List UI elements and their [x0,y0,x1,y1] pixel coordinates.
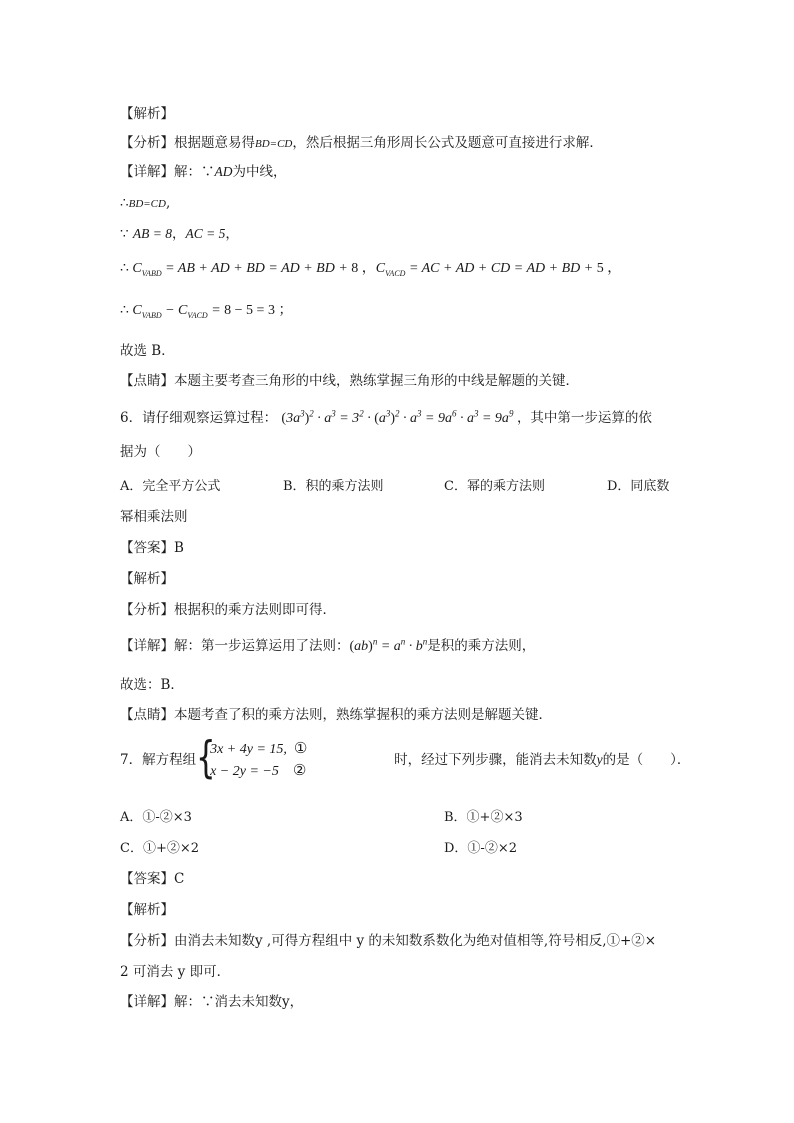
q7-detail: 【详解】解：∵消去未知数y， [120,994,304,1010]
q5-step2: ∵ AB = 8，AC = 5， [120,226,239,242]
q6-option-a: A．完全平方公式 [120,479,221,494]
q6-answer: 【答案】B [120,540,184,556]
q6-option-wrap: 幂相乘法则 [120,509,188,525]
q5-step4: ∴ $C_{VABD} - C_{VACD} = 8 - 5 = 3$ ； [120,303,293,320]
q7-analysis-line2: 2 可消去 y 即可． [120,964,231,980]
q6-option-b: B．积的乘方法则 [283,479,384,494]
q7-stem: 7．解方程组 { 3x + 4y = 15, ① x − 2y = −5 ② 时，经过下列步骤，能消去未知数y的是（ ）． [120,732,691,783]
q5-step3: ∴ $C_{VABD}$ = AB + AD + BD = AD + BD + 8 ，$C_{VACD}$ = AC + AD + CD = AD + BD + 5 ， [120,261,622,278]
q6-analysis: 【分析】根据积的乘方法则即可得． [120,602,336,618]
q5-step1: ∴BD=CD, [120,195,171,211]
q7-analysis-line1: 【分析】由消去未知数y ,可得方程组中 y 的未知数系数化为绝对值相等,符号相反,①+②× [120,933,657,949]
q7-analysis-header: 【解析】 [120,902,174,918]
equation-system: { 3x + 4y = 15, ① x − 2y = −5 ② [196,732,308,783]
q6-analysis-header: 【解析】 [120,571,174,587]
q6-comment: 【点睛】本题考查了积的乘方法则，熟练掌握积的乘方法则是解题关键． [120,707,552,723]
q6-detail: 【详解】解：第一步运算运用了法则：$(ab)^n = a^n \cdot b^n$是积的乘方法则， [120,636,536,654]
q5-comment: 【点睛】本题主要考查三角形的中线，熟练掌握三角形的中线是解题的关键． [120,373,579,389]
q5-analysis: 【分析】根据题意易得BD=CD，然后根据三角形周长公式及题意可直接进行求解． [120,135,603,151]
q5-detail: 【详解】解：∵AD为中线， [120,164,287,180]
q5-choice: 故选 B． [120,343,175,359]
q7-answer: 【答案】C [120,871,185,887]
q6-option-d: D．同底数 [607,479,670,494]
q7-option-b: B．①+②×3 [444,810,523,825]
q6-choice: 故选：B． [120,677,184,693]
q7-option-c: C．①+②×2 [120,841,200,856]
q5-analysis-header: 【解析】 [120,106,174,122]
q7-option-d: D．①-②×2 [444,841,517,856]
q7-option-a: A．①-②×3 [120,810,192,825]
q6-option-c: C．幂的乘方法则 [444,479,545,494]
q6-stem-line2: 据为（ ） [120,444,201,460]
q6-stem: 6．请仔细观察运算过程： $(3a^3)^2 \cdot a^3 = 3^2 \cdot (a^3)^2 \cdot a^3 = 9a^6 \cdot a^3 = 9a^9$ ，其中第一步运算的依 [120,408,652,426]
